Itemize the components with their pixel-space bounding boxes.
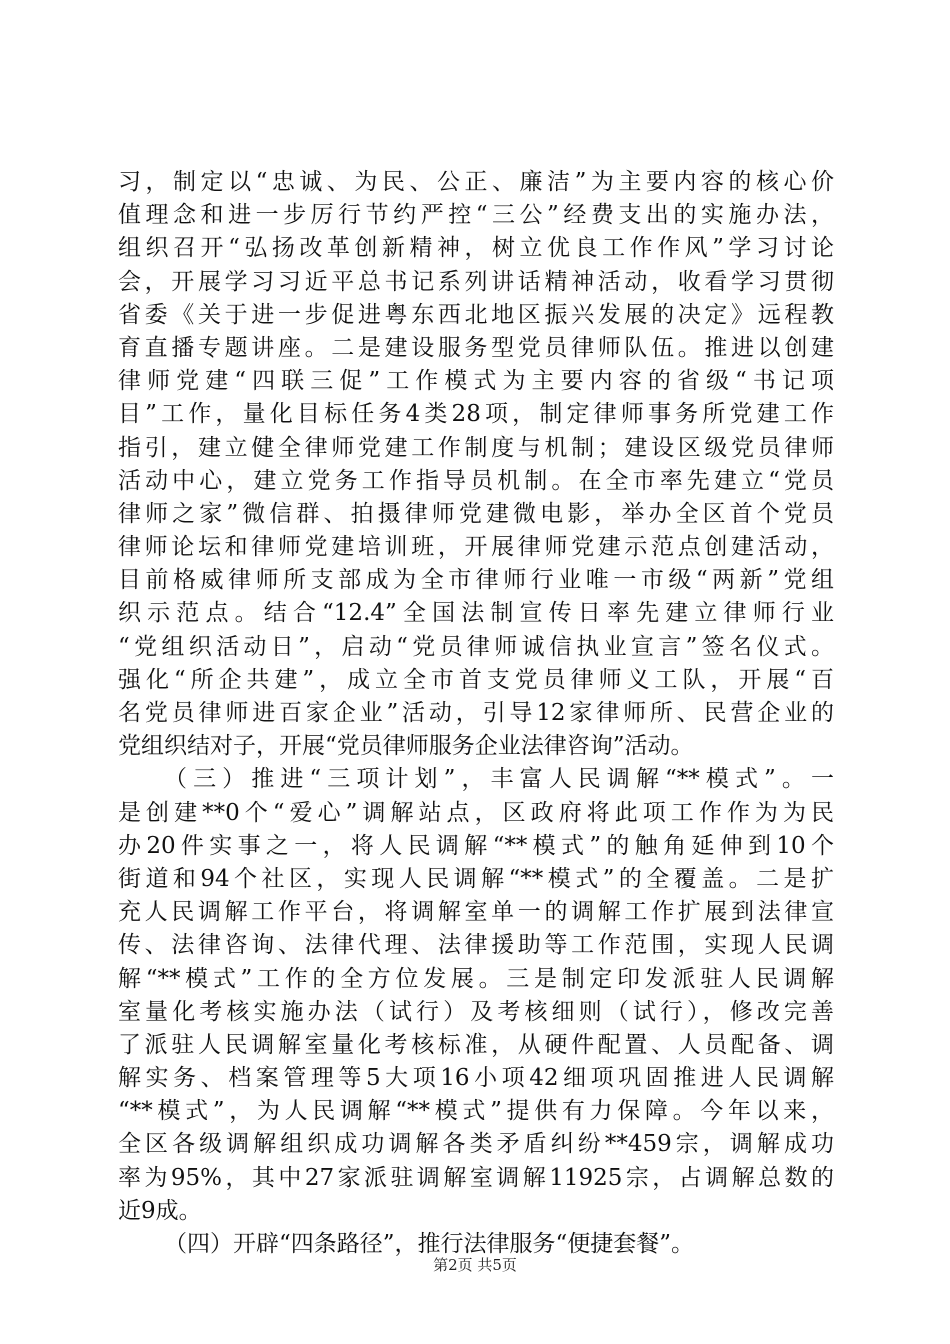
text-line: 解实务、档案管理等5大项16小项42细项巩固推进人民调解 <box>118 1065 834 1092</box>
text-line: 律师论坛和律师党建培训班，开展律师党建示范点创建活动， <box>118 534 834 561</box>
text-line: 室量化考核实施办法（试行）及考核细则（试行），修改完善 <box>118 998 834 1025</box>
text-line: 街道和94个社区，实现人民调解“**模式”的全覆盖。二是扩 <box>118 865 834 892</box>
text-line: 组织召开“弘扬改革创新精神，树立优良工作作风”学习讨论 <box>118 235 834 262</box>
text-line: 办20件实事之一，将人民调解“**模式”的触角延伸到10个 <box>118 832 834 859</box>
section-heading-line: （三）推进“三项计划”，丰富人民调解“**模式”。一 <box>164 766 834 793</box>
text-line: 名党员律师进百家企业”活动，引导12家律师所、民营企业的 <box>118 700 834 726</box>
text-line: 育直播专题讲座。二是建设服务型党员律师队伍。推进以创建 <box>118 334 834 361</box>
text-line: 目前格威律师所支部成为全市律师行业唯一市级“两新”党组 <box>118 567 834 594</box>
text-line: 习，制定以“忠诚、为民、公正、廉洁”为主要内容的核心价 <box>118 169 834 195</box>
text-line: “**模式”，为人民调解“**模式”提供有力保障。今年以来， <box>118 1098 834 1125</box>
text-line: 活动中心，建立党务工作指导员机制。在全市率先建立“党员 <box>118 467 834 494</box>
text-line: 传、法律咨询、法律代理、法律援助等工作范围，实现人民调 <box>118 932 834 959</box>
text-line: 织示范点。结合“12.4”全国法制宣传日率先建立律师行业 <box>118 600 834 627</box>
text-line: 指引，建立健全律师党建工作制度与机制；建设区级党员律师 <box>118 434 834 461</box>
page-footer: 第2页 共5页 <box>433 1256 517 1274</box>
text-line: 充人民调解工作平台，将调解室单一的调解工作扩展到法律宣 <box>118 899 834 926</box>
text-line: 目”工作，量化目标任务4类28项，制定律师事务所党建工作 <box>118 401 834 428</box>
text-line: 解“**模式”工作的全方位发展。三是制定印发派驻人民调解 <box>118 965 834 992</box>
text-line: 率为95%，其中27家派驻调解室调解11925宗，占调解总数的 <box>118 1164 834 1191</box>
text-line: “党组织活动日”，启动“党员律师诚信执业宣言”签名仪式。 <box>118 633 834 660</box>
text-line: 省委《关于进一步促进粤东西北地区振兴发展的决定》远程教 <box>118 301 834 328</box>
text-line: 强化“所企共建”，成立全市首支党员律师义工队，开展“百 <box>118 666 834 693</box>
text-line: 会，开展学习习近平总书记系列讲话精神活动，收看学习贯彻 <box>118 268 834 295</box>
text-line: 了派驻人民调解室量化考核标准，从硬件配置、人员配备、调 <box>118 1031 834 1058</box>
section-heading-line: （四）开辟“四条路径”，推行法律服务“便捷套餐”。 <box>164 1231 695 1257</box>
text-line: 律师党建“四联三促”工作模式为主要内容的省级“书记项 <box>118 368 834 395</box>
text-line: 值理念和进一步厉行节约严控“三公”经费支出的实施办法， <box>118 202 834 229</box>
text-line: 近9成。 <box>118 1197 202 1224</box>
text-line: 是创建**0个“爱心”调解站点，区政府将此项工作作为为民 <box>118 799 834 826</box>
body-text <box>118 166 834 1261</box>
text-line: 律师之家”微信群、拍摄律师党建微电影，举办全区首个党员 <box>118 500 834 527</box>
text-line: 全区各级调解组织成功调解各类矛盾纠纷**459宗，调解成功 <box>118 1131 834 1158</box>
text-line: 党组织结对子，开展“党员律师服务企业法律咨询”活动。 <box>118 733 694 760</box>
